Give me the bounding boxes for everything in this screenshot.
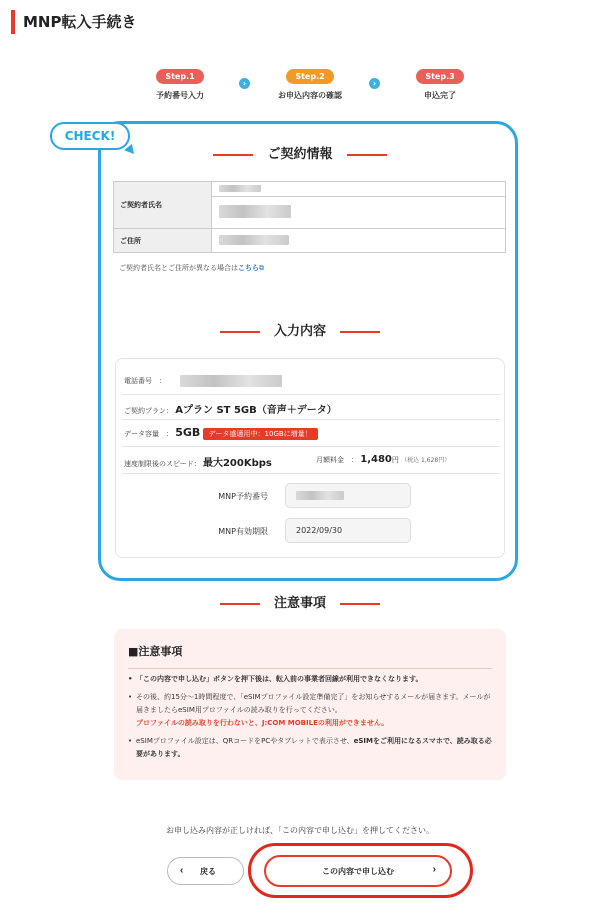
contract-note-link[interactable]: こちら bbox=[238, 264, 259, 272]
data-row bbox=[124, 426, 318, 440]
fee-row bbox=[316, 454, 450, 465]
masked-value bbox=[219, 235, 289, 245]
fee-value: 1,480 bbox=[360, 454, 392, 465]
divider bbox=[122, 473, 500, 474]
phone-label: 電話番号 ： bbox=[124, 377, 166, 385]
title-line-right bbox=[347, 154, 387, 156]
mnp-number-field bbox=[285, 483, 411, 508]
notice-item-emphasis: eSIMをご利用になるスマホで、読み取る必要があります。 bbox=[136, 737, 492, 758]
mnp-expiry-label: MNP有効期限 bbox=[218, 527, 268, 536]
check-badge: CHECK! bbox=[50, 122, 130, 150]
speed-label: 速度制限後のスピード： bbox=[124, 460, 201, 468]
chevron-right-icon: › bbox=[432, 864, 436, 875]
speed-row bbox=[124, 454, 272, 469]
step-3-label: 申込完了 bbox=[424, 91, 456, 100]
fee-label: 月額料金 ： bbox=[316, 456, 358, 464]
masked-mnp-number bbox=[296, 491, 344, 500]
name-kana-value bbox=[212, 182, 506, 197]
table-row bbox=[114, 229, 506, 253]
notice-item-text: その後、約15分〜1時間程度で、「eSIMプロファイル設定準備完了」をお知らせするメールが届きます。メールが届きましたらeSIM用プロファイルの読み取りを行ってください。 bbox=[136, 693, 491, 714]
notice-item: • 「この内容で申し込む」ボタンを押下後は、転入前の事業者回線が利用できなくなります。 bbox=[128, 673, 496, 686]
name-label: ご契約者氏名 bbox=[114, 182, 212, 229]
notice-section-title bbox=[0, 594, 600, 614]
notice-box-title: ■注意事項 bbox=[128, 645, 183, 658]
step-3-pill: Step.3 bbox=[416, 69, 464, 84]
notice-item-text: eSIMプロファイル設定は、QRコードをPCやタブレットで表示させ、 bbox=[136, 737, 354, 745]
notice-box bbox=[114, 629, 506, 780]
step-2-label: お申込内容の確認 bbox=[278, 91, 342, 100]
step-2 bbox=[270, 64, 350, 101]
submit-button[interactable] bbox=[264, 855, 452, 887]
fee-unit: 円 bbox=[391, 456, 399, 464]
title-line-right bbox=[340, 603, 380, 605]
mnp-number-label: MNP予約番号 bbox=[218, 492, 268, 501]
title-line-right bbox=[340, 331, 380, 333]
step-indicator bbox=[0, 64, 600, 104]
step-arrow-icon: › bbox=[369, 78, 380, 89]
divider bbox=[122, 419, 500, 420]
fee-tax: （税込 1,628円） bbox=[401, 457, 451, 464]
step-3 bbox=[400, 64, 480, 101]
contract-note-text: ご契約者氏名とご住所が異なる場合は bbox=[119, 264, 238, 272]
step-1-label: 予約番号入力 bbox=[156, 91, 204, 100]
name-value bbox=[212, 197, 506, 229]
divider bbox=[122, 394, 500, 395]
step-1 bbox=[140, 64, 220, 101]
chevron-left-icon: ‹ bbox=[180, 865, 184, 876]
back-button[interactable] bbox=[167, 857, 244, 885]
data-label: データ容量 ： bbox=[124, 430, 173, 438]
divider bbox=[122, 446, 500, 447]
notice-item bbox=[128, 735, 496, 761]
data-value: 5GB bbox=[175, 426, 201, 439]
masked-value bbox=[219, 205, 291, 218]
contract-note bbox=[119, 263, 264, 273]
title-line-left bbox=[220, 331, 260, 333]
data-bonus-badge: データ盛適用中：10GBに増量！ bbox=[203, 428, 318, 440]
confirm-instruction: お申し込み内容が正しければ、「この内容で申し込む」を押してください。 bbox=[166, 826, 434, 835]
plan-row bbox=[124, 401, 337, 416]
phone-row bbox=[124, 375, 282, 387]
external-link-icon[interactable]: ⧉ bbox=[259, 264, 264, 272]
step-1-pill: Step.1 bbox=[156, 69, 204, 84]
mnp-expiry-field: 2022/09/30 bbox=[285, 518, 411, 543]
title-line-left bbox=[213, 154, 253, 156]
notice-item-warning: プロファイルの読み取りを行わないと、J:COM MOBILEの利用ができません。 bbox=[136, 719, 389, 727]
plan-label: ご契約プラン： bbox=[124, 407, 173, 415]
notice-title: 注意事項 bbox=[273, 596, 326, 611]
notice-list bbox=[128, 673, 496, 766]
speed-value: 最大200Kbps bbox=[202, 458, 272, 469]
address-value bbox=[212, 229, 506, 253]
page-title: MNP転入手続き bbox=[11, 10, 136, 34]
address-label: ご住所 bbox=[114, 229, 212, 253]
contract-title: ご契約情報 bbox=[267, 147, 333, 162]
step-arrow-icon: › bbox=[239, 78, 250, 89]
contract-section-title bbox=[0, 145, 600, 165]
back-button-label: 戻る bbox=[200, 867, 216, 876]
notice-item bbox=[128, 691, 496, 730]
contract-table bbox=[113, 181, 506, 253]
table-row bbox=[114, 182, 506, 197]
input-title: 入力内容 bbox=[273, 324, 326, 339]
submit-button-label: この内容で申し込む bbox=[322, 867, 394, 876]
masked-value bbox=[219, 185, 261, 192]
plan-value: Aプラン ST 5GB（音声＋データ） bbox=[175, 405, 337, 416]
input-panel bbox=[115, 358, 505, 558]
title-line-left bbox=[220, 603, 260, 605]
masked-phone-value bbox=[180, 375, 282, 387]
step-2-pill: Step.2 bbox=[286, 69, 334, 84]
divider bbox=[128, 668, 492, 669]
input-section-title bbox=[0, 322, 600, 342]
